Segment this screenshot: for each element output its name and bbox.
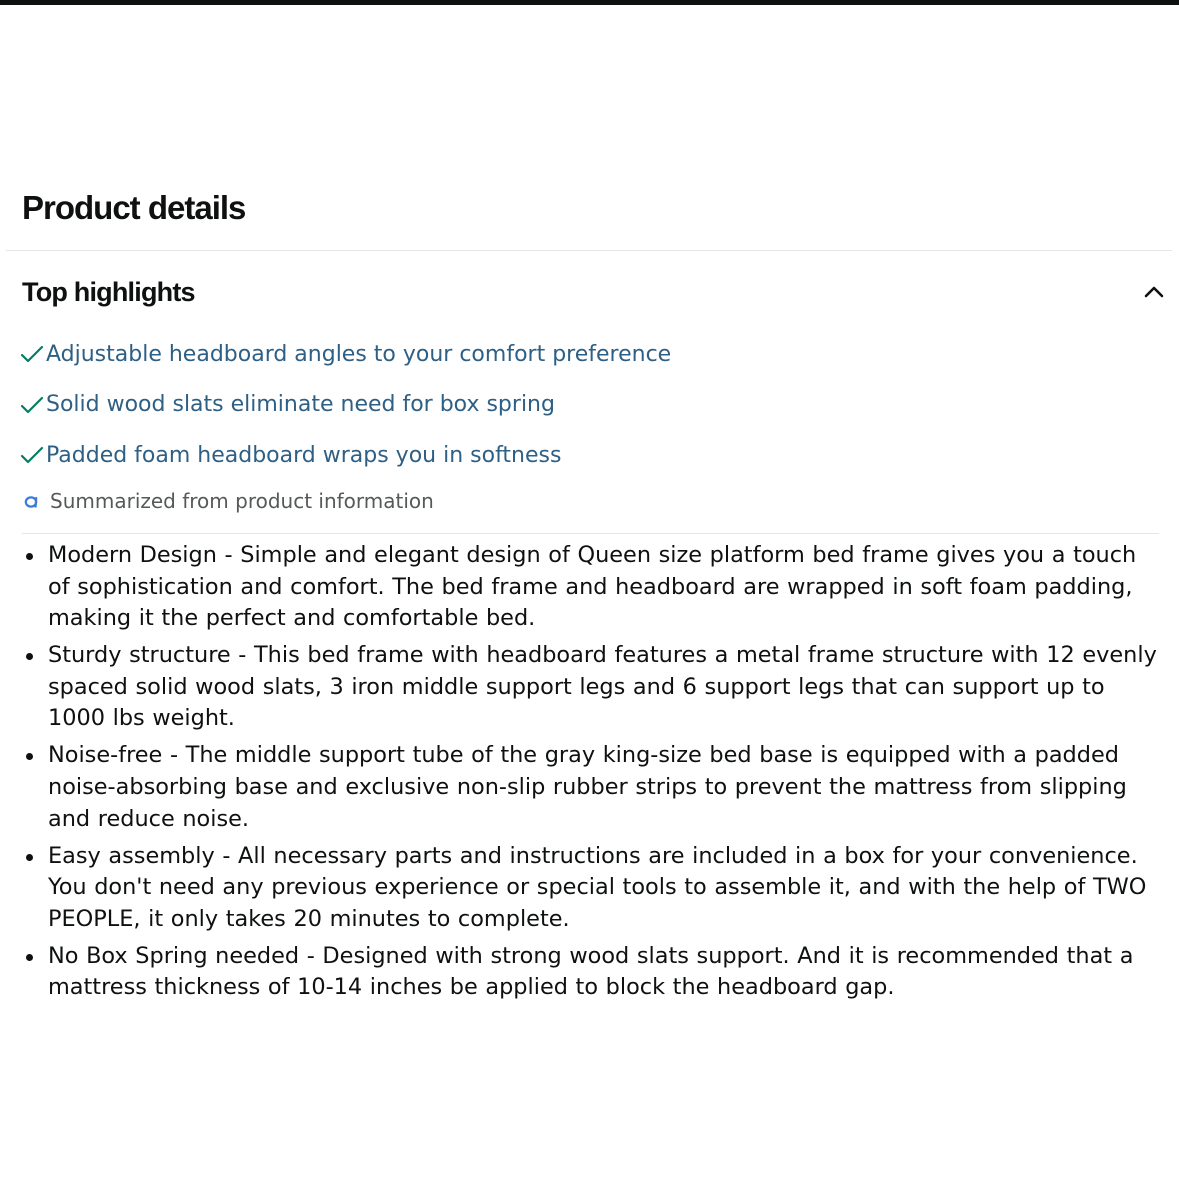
about-bullets-list	[22, 540, 1162, 1009]
bullet-dot	[26, 653, 33, 660]
list-item	[22, 941, 1162, 1004]
top-highlights-header[interactable]	[22, 270, 1167, 314]
list-item	[22, 740, 1162, 835]
bullet-text: No Box Spring needed - Designed with strong wood slats support. And it is recommended that a mattress thickness of 10-14 inches be applied to block the headboard gap.	[48, 942, 1134, 1001]
bullet-text: Sturdy structure - This bed frame with headboard features a metal frame structure with 12 evenly spaced solid wood slats, 3 iron middle support legs and 6 support legs that can support up to 1000 lbs weight.	[48, 642, 1157, 732]
bullet-text: Noise-free - The middle support tube of the gray king-size bed base is equipped with a padded noise-absorbing base and exclusive non-slip rubber strips to prevent the mattress from slipping and reduce noise.	[48, 742, 1127, 832]
check-icon	[20, 393, 46, 417]
list-item	[22, 540, 1162, 635]
section-title: Top highlights	[22, 276, 195, 307]
highlight-text: Solid wood slats eliminate need for box spring	[46, 392, 555, 417]
highlights-list	[20, 336, 671, 488]
highlight-text: Adjustable headboard angles to your comfort preference	[46, 341, 672, 367]
highlight-item	[20, 336, 671, 372]
divider	[6, 250, 1172, 251]
list-item	[22, 640, 1162, 735]
bullet-dot	[26, 553, 33, 560]
bullet-dot	[26, 854, 33, 861]
bullet-dot	[26, 753, 33, 760]
highlight-item	[20, 387, 671, 423]
check-icon	[20, 342, 46, 366]
ai-summary-note	[22, 486, 434, 516]
list-item	[22, 841, 1162, 936]
bullet-text: Modern Design - Simple and elegant design of Queen size platform bed frame gives you a touch of sophistication and comfort. The bed frame and headboard are wrapped in soft foam padding, making it the perfect and comfortable bed.	[48, 542, 1137, 632]
ai-summary-icon	[22, 489, 50, 513]
check-icon	[20, 443, 46, 467]
summary-text: Summarized from product information	[50, 489, 434, 513]
bullet-dot	[26, 954, 33, 961]
chevron-up-icon[interactable]	[1141, 279, 1167, 305]
highlight-text: Padded foam headboard wraps you in softness	[46, 442, 562, 468]
highlight-item	[20, 437, 671, 473]
bullet-text: Easy assembly - All necessary parts and instructions are included in a box for your convenience. You don't need any previous experience or special tools to assemble it, and with the help of TWO PEOPLE, it only takes 20 minutes to complete.	[48, 842, 1147, 932]
top-edge-bar	[0, 0, 1179, 5]
page-title: Product details	[22, 189, 246, 226]
divider	[22, 533, 1159, 534]
